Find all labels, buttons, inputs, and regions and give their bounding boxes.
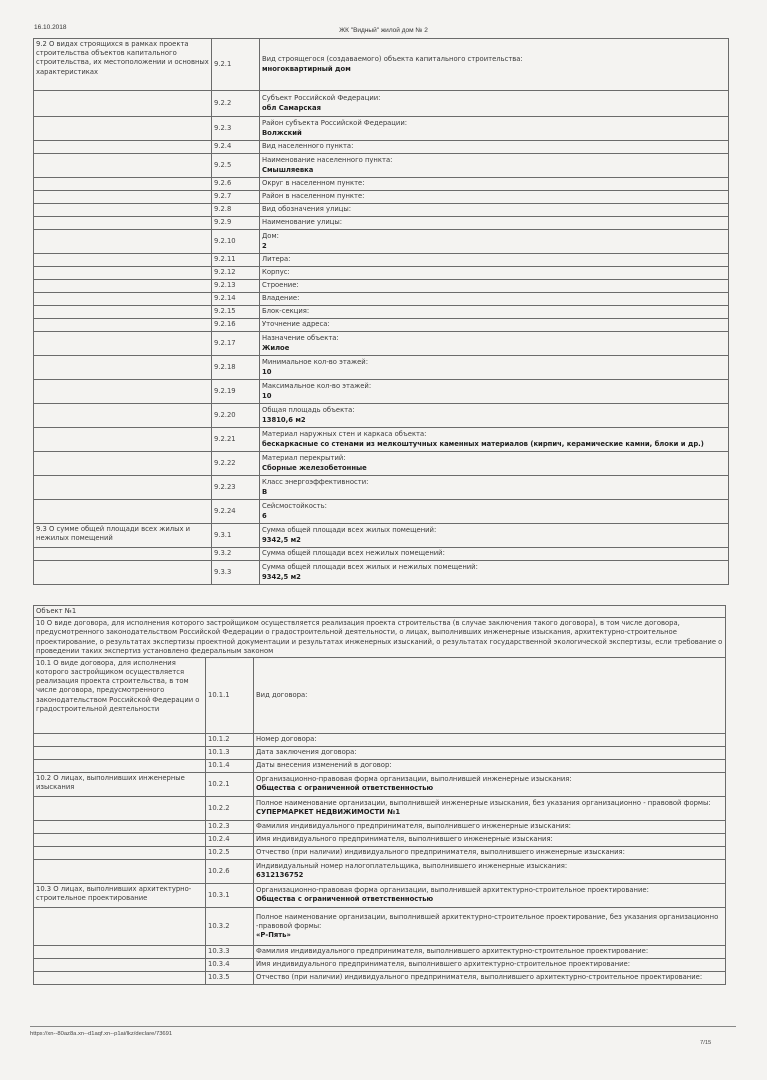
item-label: Вид населенного пункта: [262,142,354,151]
table-row [34,428,729,452]
item-label: Имя индивидуального предпринимателя, выполнившего архитектурно-строительное проектирование: [256,960,631,969]
item-label: Даты внесения изменений в договор: [256,761,392,770]
item-label: Субъект Российской Федерации: [262,94,381,103]
table-row [34,772,726,796]
table-row [34,191,729,204]
item-label: Наименование улицы: [262,218,343,227]
section-title-empty [34,217,212,230]
item-label: Сумма общей площади всех жилых и нежилых помещений: [262,563,478,572]
item-label: Корпус: [262,268,290,277]
item-value: 6 [262,511,267,520]
table-row [34,759,726,772]
item-label: Отчество (при наличии) индивидуального предпринимателя, выполнившего инженерные изыскания: [256,848,625,857]
print-date: 16.10.2018 [34,24,67,31]
item-number: 10.3.2 [206,907,254,945]
item-label: Полное наименование организации, выполнившей инженерные изыскания, без указания организационно - правовой формы: [256,799,711,808]
section-title-empty [34,796,206,820]
section-title-empty [34,204,212,217]
item-cell [260,548,729,561]
section-title-empty [34,178,212,191]
item-number: 9.2.11 [212,254,260,267]
item-number: 9.2.12 [212,267,260,280]
item-value: «Р-Пять» [256,930,291,939]
table-row [34,859,726,883]
item-cell [260,178,729,191]
item-cell [260,380,729,404]
item-number: 10.3.3 [206,945,254,958]
page-number: 7/15 [700,1040,712,1046]
section-title: 10.2 О лицах, выполнивших инженерные изыскания [34,772,206,796]
item-value: Общества с ограниченной ответственностью [256,895,434,904]
document-title: ЖК "Видный" жилой дом № 2 [339,27,428,34]
item-cell [260,267,729,280]
item-value: бескаркасные со стенами из мелкоштучных каменных материалов (кирпич, керамические камни, блоки и др.) [262,439,704,448]
section-title-empty [34,561,212,585]
item-label: Сумма общей площади всех жилых помещений: [262,526,437,535]
item-number: 9.2.10 [212,230,260,254]
item-number: 9.2.19 [212,380,260,404]
item-number: 9.2.17 [212,332,260,356]
table-row [34,958,726,971]
item-number: 9.2.14 [212,293,260,306]
table-row [34,476,729,500]
item-cell [254,859,726,883]
item-label: Имя индивидуального предпринимателя, выполнившего инженерные изыскания: [256,835,553,844]
item-label: Район в населенном пункте: [262,192,365,201]
item-cell [260,117,729,141]
item-number: 10.1.2 [206,733,254,746]
table-row [34,230,729,254]
item-number: 9.3.1 [212,524,260,548]
section-title-empty [34,476,212,500]
item-number: 9.2.22 [212,452,260,476]
item-value: обл Самарская [262,103,321,112]
item-number: 9.3.3 [212,561,260,585]
item-number: 9.2.18 [212,356,260,380]
item-label: Вид обозначения улицы: [262,205,352,214]
table-row [34,883,726,907]
item-cell [254,796,726,820]
item-label: Максимальное кол-во этажей: [262,382,372,391]
item-cell [260,204,729,217]
item-cell [260,39,729,91]
table-row [34,561,729,585]
item-number: 9.2.20 [212,404,260,428]
section-title-empty [34,746,206,759]
item-cell [260,332,729,356]
item-number: 9.2.4 [212,141,260,154]
item-number: 10.2.3 [206,820,254,833]
table-row [34,907,726,945]
item-number: 10.1.4 [206,759,254,772]
section-title-empty [34,280,212,293]
item-value: 10 [262,367,272,376]
item-label: Номер договора: [256,735,317,744]
table-row [34,746,726,759]
item-cell [260,280,729,293]
section-title-empty [34,971,206,984]
section-title-empty [34,356,212,380]
item-number: 9.2.23 [212,476,260,500]
item-label: Отчество (при наличии) индивидуального предпринимателя, выполнившего архитектурно-строительное проектирование: [256,973,703,982]
item-number: 9.2.16 [212,319,260,332]
item-label: Округ в населенном пункте: [262,179,365,188]
section-title-empty [34,332,212,356]
table-row [34,452,729,476]
item-cell [254,971,726,984]
section-title-empty [34,733,206,746]
section-title-empty [34,452,212,476]
item-value: многоквартирный дом [262,64,351,73]
table-row [34,833,726,846]
section-title-empty [34,306,212,319]
table-row [34,733,726,746]
item-label: Класс энергоэффективности: [262,478,369,487]
item-label: Полное наименование организации, выполнившей архитектурно-строительное проектирование, без указания организационно -правовой формы: [256,912,719,930]
item-cell [260,154,729,178]
item-value: 9342,5 м2 [262,535,301,544]
section-10-title: 10 О виде договора, для исполнения которого застройщиком осуществляется реализация проекта строительства (в случае заключения такого договора), в том числе договора, предусмотренного законодательством Российской Федерации о градостроительной деятельности, о лицах, выполнивших инженерные изыскания, архитектурно-строительное проектирование, о результатах экспертизы проектной документации и результатах инженерных изысканий, о результатах государственной экологической экспертизы, если требование о проведении таких экспертиз установлено федеральным законом [34,618,726,658]
item-number: 9.2.3 [212,117,260,141]
section-10-table [33,605,726,985]
item-cell [260,141,729,154]
item-number: 10.3.4 [206,958,254,971]
table-row [34,356,729,380]
item-number: 10.3.1 [206,883,254,907]
item-cell [254,907,726,945]
table-row [34,306,729,319]
item-label: Наименование населенного пункта: [262,156,393,165]
section-title-empty [34,759,206,772]
object-row [34,606,726,618]
item-cell [260,452,729,476]
item-label: Общая площадь объекта: [262,406,355,415]
item-cell [260,404,729,428]
item-cell [254,820,726,833]
item-cell [254,883,726,907]
table-row [34,404,729,428]
item-value: 9342,5 м2 [262,572,301,581]
item-cell [254,759,726,772]
section-title-empty [34,91,212,117]
section-title-empty [34,958,206,971]
table-row [34,524,729,548]
item-value: Сборные железобетонные [262,463,367,472]
item-value: 10 [262,391,272,400]
table-row [34,39,729,91]
footer-url[interactable]: https://xn--80az8a.xn--d1aqf.xn--p1ai/lkz/declare/73691 [30,1031,173,1037]
table-row [34,846,726,859]
footer-divider [30,1026,736,1027]
section-title: 10.1 О виде договора, для исполнения которого застройщиком осуществляется реализация проекта строительства, в том числе договора, предусмотренного законодательством Российской Федерации о градостроительной деятельности [34,657,206,733]
section-title: 9.3 О сумме общей площади всех жилых и нежилых помещений [34,524,212,548]
item-value: Смышляевка [262,165,314,174]
item-number: 10.2.5 [206,846,254,859]
table-row [34,380,729,404]
item-label: Индивидуальный номер налогоплательщика, выполнившего инженерные изыскания: [256,862,568,871]
item-cell [254,746,726,759]
section-title-empty [34,117,212,141]
table-row [34,254,729,267]
section-title-empty [34,404,212,428]
item-cell [260,428,729,452]
item-number: 9.2.6 [212,178,260,191]
item-number: 9.2.1 [212,39,260,91]
item-cell [260,191,729,204]
item-cell [260,306,729,319]
item-number: 9.2.8 [212,204,260,217]
section-title-empty [34,428,212,452]
section-10-heading-row [34,618,726,658]
table-row [34,945,726,958]
table-row [34,796,726,820]
item-cell [254,657,726,733]
section-title-empty [34,907,206,945]
section-title-empty [34,254,212,267]
table-row [34,319,729,332]
section-title-empty [34,820,206,833]
item-cell [260,476,729,500]
item-value: B [262,487,268,496]
table-row [34,820,726,833]
table-row [34,204,729,217]
section-title-empty [34,548,212,561]
item-number: 9.2.21 [212,428,260,452]
section-title-empty [34,141,212,154]
item-label: Назначение объекта: [262,334,339,343]
item-number: 9.2.2 [212,91,260,117]
section-title: 9.2 О видах строящихся в рамках проекта строительства объектов капитального строительства, их местоположении и основных характеристиках [34,39,212,91]
item-cell [260,319,729,332]
item-number: 9.2.5 [212,154,260,178]
item-label: Блок-секция: [262,307,310,316]
item-number: 10.2.6 [206,859,254,883]
item-label: Строение: [262,281,299,290]
item-value: Волжский [262,128,302,137]
item-label: Район субъекта Российской Федерации: [262,119,408,128]
item-cell [260,91,729,117]
item-value: 13810,6 м2 [262,415,306,424]
item-label: Фамилия индивидуального предпринимателя, выполнившего архитектурно-строительное проектирование: [256,947,649,956]
table-row [34,178,729,191]
section-title-empty [34,319,212,332]
section-title-empty [34,380,212,404]
item-cell [260,217,729,230]
table-row [34,141,729,154]
item-value: 6312136752 [256,871,304,880]
table-row [34,500,729,524]
section-title-empty [34,846,206,859]
item-label: Организационно-правовая форма организации, выполнившей инженерные изыскания: [256,775,572,784]
item-number: 10.2.4 [206,833,254,846]
section-title-empty [34,945,206,958]
item-cell [254,733,726,746]
item-cell [260,561,729,585]
item-label: Сейсмостойкость: [262,502,327,511]
item-cell [254,772,726,796]
item-label: Дата заключения договора: [256,748,357,757]
item-cell [254,833,726,846]
item-number: 10.2.1 [206,772,254,796]
item-label: Вид договора: [256,690,308,699]
item-number: 9.3.2 [212,548,260,561]
item-value: СУПЕРМАРКЕТ НЕДВИЖИМОСТИ №1 [256,808,401,817]
table-row [34,154,729,178]
table-row [34,280,729,293]
table-row [34,971,726,984]
item-number: 10.3.5 [206,971,254,984]
section-title-empty [34,230,212,254]
section-title-empty [34,154,212,178]
section-title-empty [34,833,206,846]
item-label: Минимальное кол-во этажей: [262,358,368,367]
item-label: Дом: [262,232,279,241]
item-label: Литера: [262,255,291,264]
item-label: Материал наружных стен и каркаса объекта: [262,430,427,439]
item-label: Сумма общей площади всех нежилых помещений: [262,549,445,558]
item-cell [260,230,729,254]
item-number: 9.2.7 [212,191,260,204]
table-row [34,267,729,280]
item-number: 10.1.3 [206,746,254,759]
table-row [34,217,729,230]
section-title-empty [34,500,212,524]
item-number: 9.2.13 [212,280,260,293]
section-9-table [33,38,729,585]
table-row [34,332,729,356]
item-cell [254,945,726,958]
section-title-empty [34,267,212,280]
item-number: 9.2.15 [212,306,260,319]
section-title-empty [34,293,212,306]
table-row [34,548,729,561]
item-number: 9.2.24 [212,500,260,524]
section-title-empty [34,859,206,883]
item-label: Материал перекрытий: [262,454,346,463]
object-label: Объект №1 [34,606,726,618]
item-cell [260,524,729,548]
item-label: Уточнение адреса: [262,320,330,329]
section-title: 10.3 О лицах, выполнивших архитектурно-строительное проектирование [34,883,206,907]
item-value: 2 [262,241,267,250]
item-number: 10.2.2 [206,796,254,820]
item-cell [254,958,726,971]
item-label: Фамилия индивидуального предпринимателя, выполнившего инженерные изыскания: [256,822,571,831]
item-cell [254,846,726,859]
item-cell [260,254,729,267]
table-row [34,117,729,141]
item-label: Владение: [262,294,300,303]
item-cell [260,500,729,524]
item-label: Вид строящегося (создаваемого) объекта капитального строительства: [262,55,523,64]
table-row [34,91,729,117]
item-value: Жилое [262,343,290,352]
item-number: 10.1.1 [206,657,254,733]
item-label: Организационно-правовая форма организации, выполнившей архитектурно-строительное проектирование: [256,886,649,895]
table-row [34,657,726,733]
item-value: Общества с ограниченной ответственностью [256,784,434,793]
item-cell [260,293,729,306]
section-title-empty [34,191,212,204]
item-number: 9.2.9 [212,217,260,230]
item-cell [260,356,729,380]
table-row [34,293,729,306]
